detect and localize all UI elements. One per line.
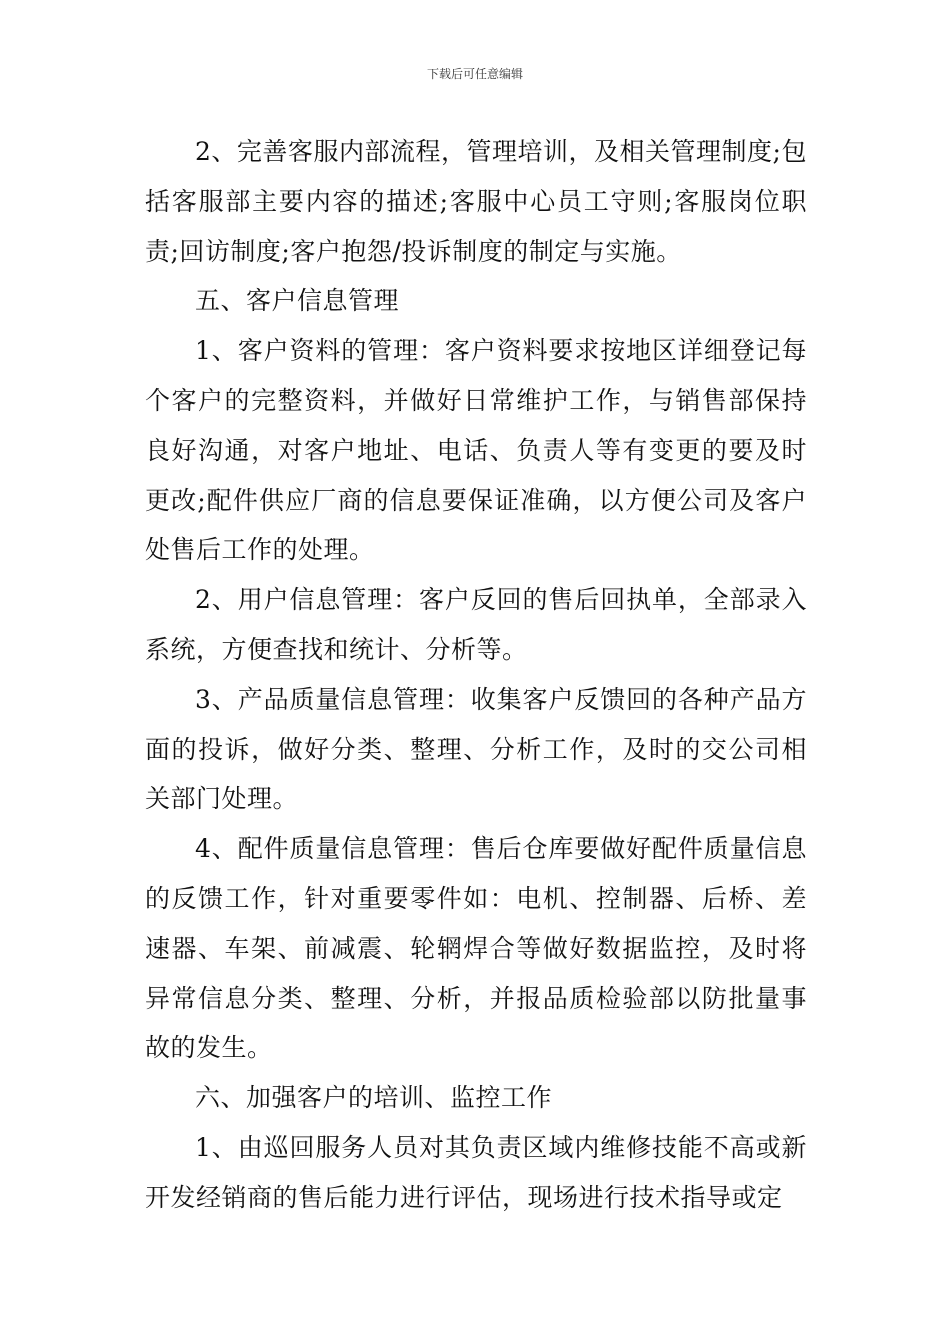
paragraph-process-improvement: 2、完善客服内部流程，管理培训，及相关管理制度;包括客服部主要内容的描述;客服中心员工守则;客服岗位职责;回访制度;客户抱怨/投诉制度的制定与实施。 [145, 137, 807, 266]
paragraph-customer-records: 1、客户资料的管理：客户资料要求按地区详细登记每个客户的完整资料，并做好日常维护工作，与销售部保持良好沟通，对客户地址、电话、负责人等有变更的要及时更改;配件供应厂商的信息要保证准确，以方便公司及客户处售后工作的处理。 [145, 336, 807, 565]
paragraph-user-info: 2、用户信息管理：客户反回的售后回执单，全部录入系统，方便查找和统计、分析等。 [145, 585, 807, 664]
page-header: 下载后可任意编辑 [426, 67, 523, 81]
paragraph-inspection: 1、由巡回服务人员对其负责区域内维修技能不高或新开发经销商的售后能力进行评估，现场进行技术指导或定 [145, 1132, 807, 1212]
section-heading-customer-info: 五、客户信息管理 [195, 286, 400, 316]
section-heading-training: 六、加强客户的培训、监控工作 [195, 1083, 553, 1113]
document-body [145, 127, 807, 1223]
paragraph-product-quality: 3、产品质量信息管理：收集客户反馈回的各种产品方面的投诉，做好分类、整理、分析工作，及时的交公司相关部门处理。 [145, 684, 807, 814]
paragraph-parts-quality: 4、配件质量信息管理：售后仓库要做好配件质量信息的反馈工作，针对重要零件如：电机、控制器、后桥、差速器、车架、前减震、轮辋焊合等做好数据监控，及时将异常信息分类、整理、分析，并报品质检验部以防批量事故的发生。 [145, 834, 807, 1063]
